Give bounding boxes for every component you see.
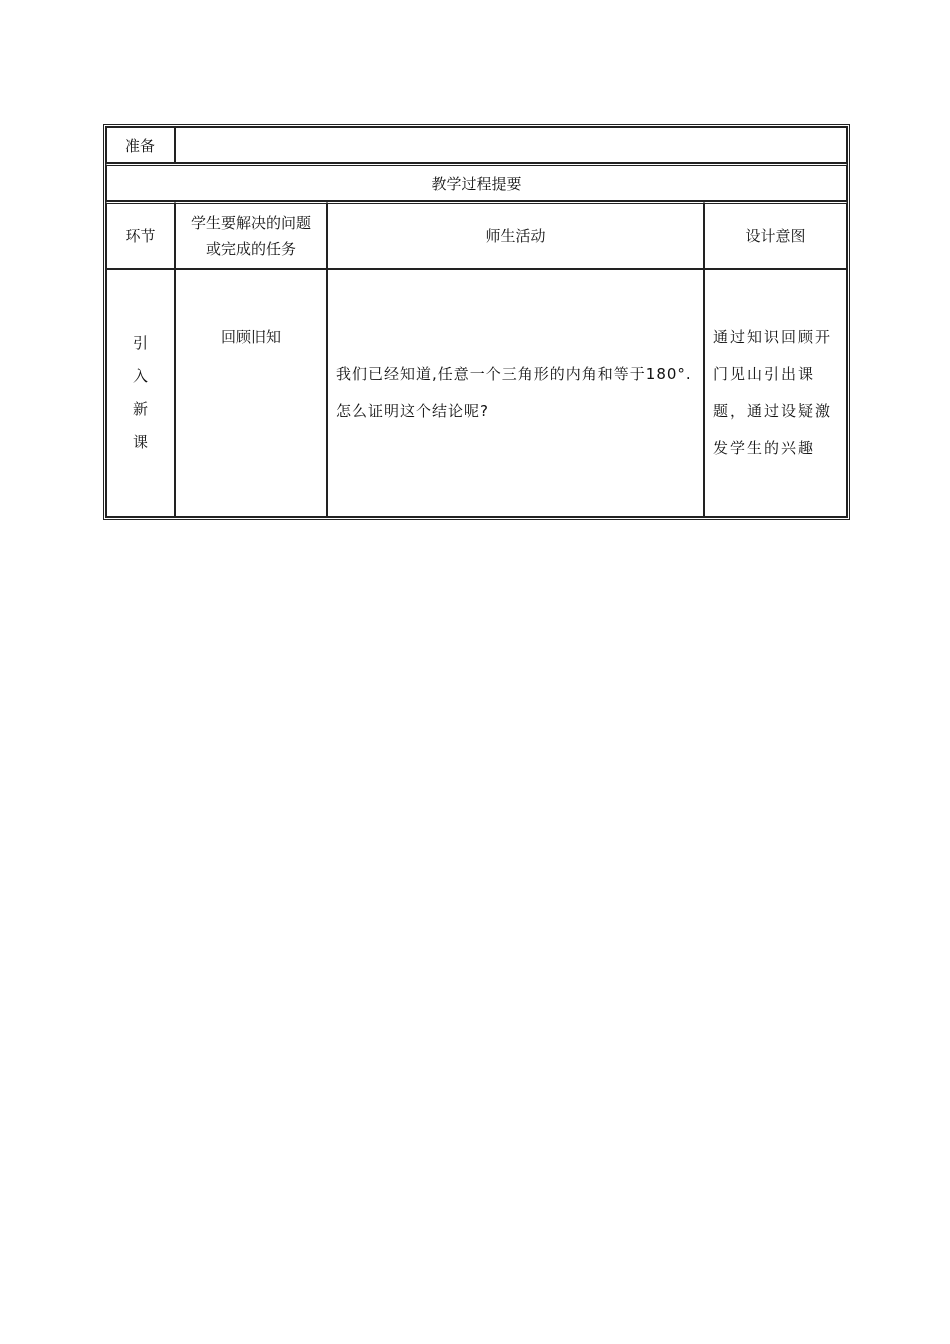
preparation-label: 准备 <box>106 127 175 163</box>
intent-cell: 通过知识回顾开门见山引出课题，通过设疑激发学生的兴趣 <box>704 269 847 517</box>
header-activity: 师生活动 <box>327 201 704 269</box>
stage-char: 入 <box>132 367 148 385</box>
header-stage: 环节 <box>106 201 175 269</box>
section-title: 教学过程提要 <box>106 163 847 201</box>
task-cell: 回顾旧知 <box>175 269 327 517</box>
stage-cell <box>106 269 175 517</box>
preparation-row <box>106 127 847 163</box>
stage-char: 新 <box>132 400 148 418</box>
stage-char: 课 <box>132 433 148 451</box>
lesson-plan-table <box>103 124 850 520</box>
header-task <box>175 201 327 269</box>
preparation-value <box>175 127 847 163</box>
table-row <box>106 269 847 517</box>
section-title-row <box>106 163 847 201</box>
header-row <box>106 201 847 269</box>
activity-cell: 我们已经知道,任意一个三角形的内角和等于180°.怎么证明这个结论呢? <box>327 269 704 517</box>
stage-char: 引 <box>132 334 148 352</box>
header-task-text: 学生要解决的问题或完成的任务 <box>190 214 311 258</box>
header-intent: 设计意图 <box>704 201 847 269</box>
